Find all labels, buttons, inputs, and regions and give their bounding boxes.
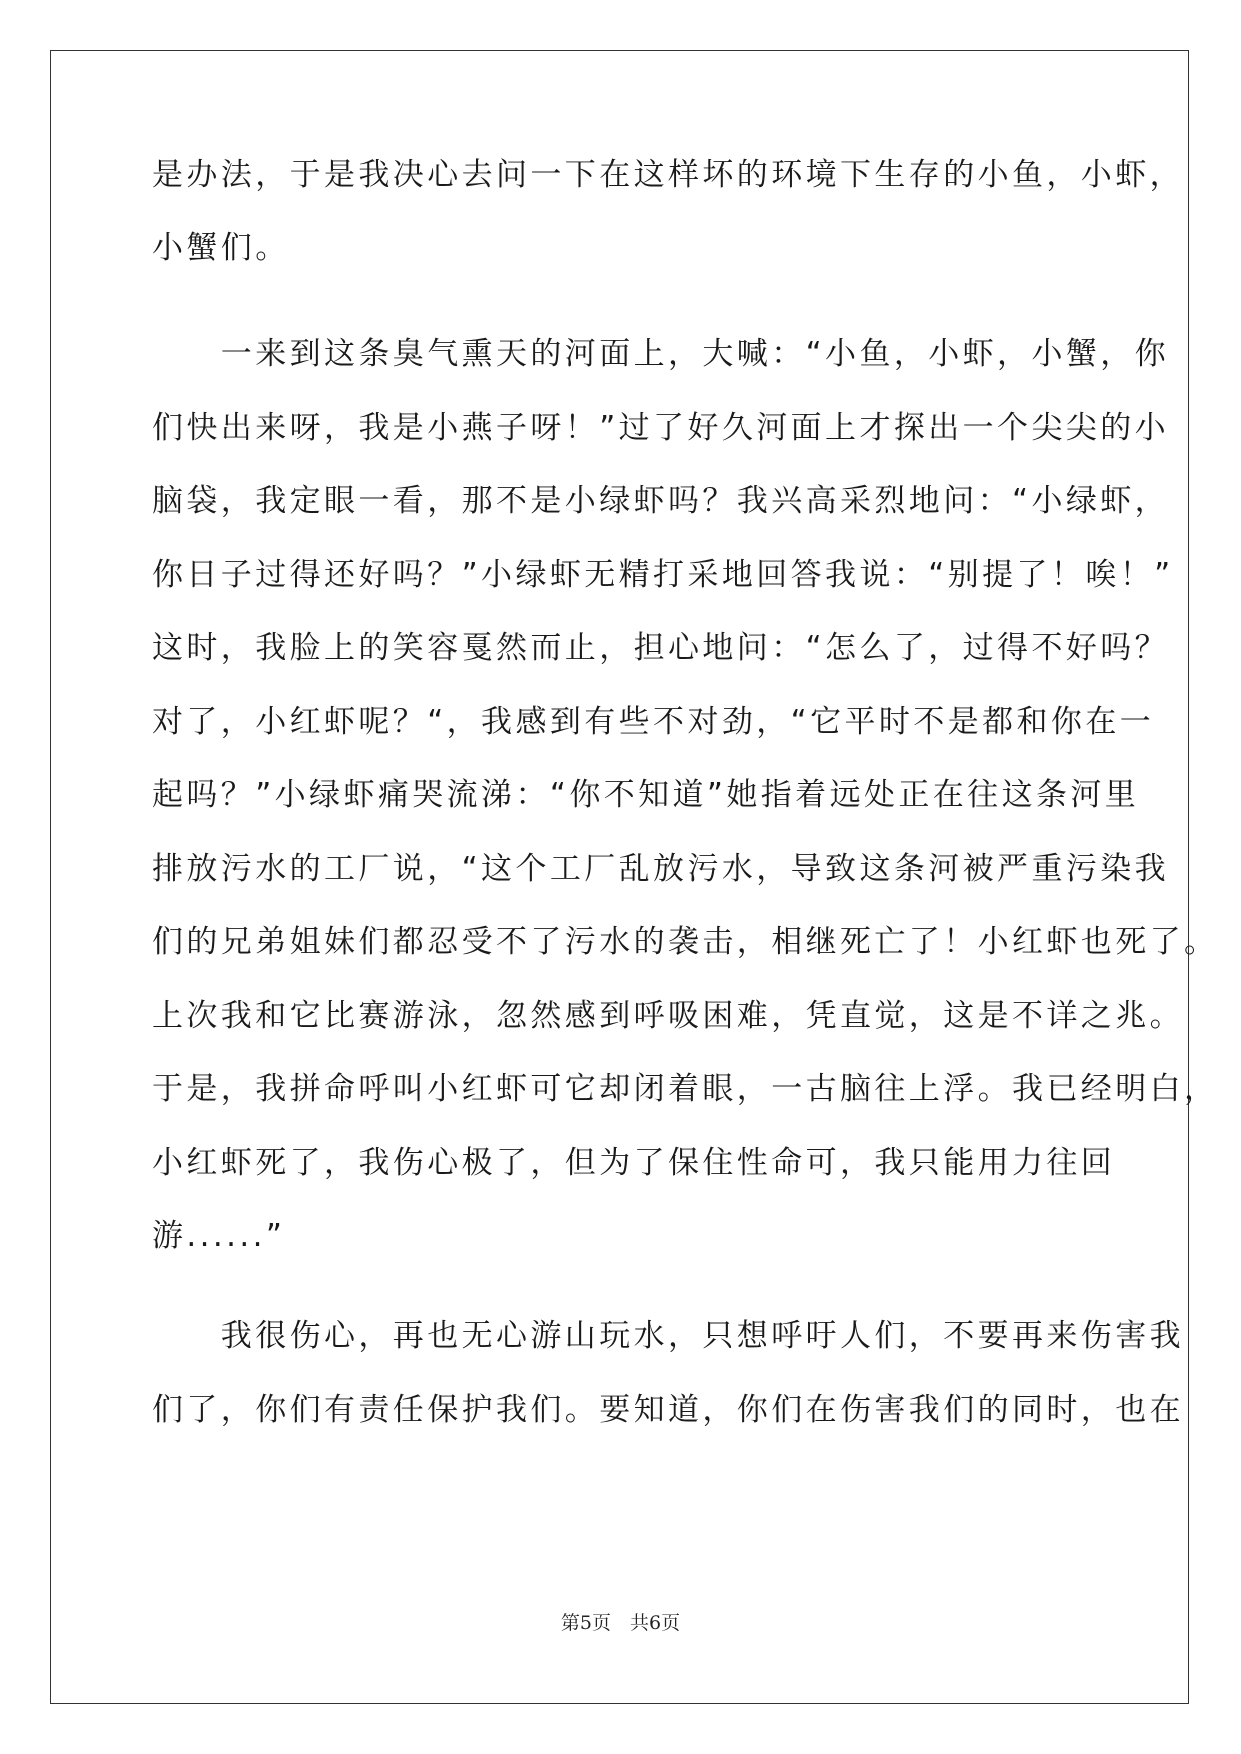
text-line: 我很伤心，再也无心游山玩水，只想呼吁人们，不要再来伤害我	[152, 1318, 1184, 1354]
text-line: 脑袋，我定眼一看，那不是小绿虾吗？我兴高采烈地问：“小绿虾，	[152, 483, 1170, 519]
page-footer: 第5页 共6页	[560, 1612, 681, 1634]
text-line: 小蟹们。	[152, 230, 290, 266]
text-line: 起吗？”小绿虾痛哭流涕：“你不知道”她指着远处正在往这条河里	[152, 777, 1140, 813]
text-line: 这时，我脸上的笑容戛然而止，担心地问：“怎么了，过得不好吗？	[152, 630, 1170, 666]
text-line: 于是，我拼命呼叫小红虾可它却闭着眼，一古脑往上浮。我已经明白，	[152, 1071, 1219, 1107]
text-line: 排放污水的工厂说，“这个工厂乱放污水，导致这条河被严重污染我	[152, 851, 1170, 887]
text-line: 是办法，于是我决心去问一下在这样坏的环境下生存的小鱼，小虾，	[152, 157, 1184, 193]
text-line: 们了，你们有责任保护我们。要知道，你们在伤害我们的同时，也在	[152, 1392, 1184, 1428]
text-line: 们的兄弟姐妹们都忍受不了污水的袭击，相继死亡了！小红虾也死了。	[152, 924, 1219, 960]
text-line: 上次我和它比赛游泳，忽然感到呼吸困难，凭直觉，这是不详之兆。	[152, 998, 1184, 1034]
text-line: 游......”	[152, 1218, 286, 1254]
text-line: 一来到这条臭气熏天的河面上，大喊：“小鱼，小虾，小蟹，你	[152, 336, 1170, 372]
text-line: 小红虾死了，我伤心极了，但为了保住性命可，我只能用力往回	[152, 1145, 1116, 1181]
text-line: 们快出来呀，我是小燕子呀！”过了好久河面上才探出一个尖尖的小	[152, 410, 1170, 446]
text-line: 你日子过得还好吗？”小绿虾无精打采地回答我说：“别提了！唉！”	[152, 557, 1174, 593]
text-line: 对了，小红虾呢？“，我感到有些不对劲，“它平时不是都和你在一	[152, 704, 1155, 740]
